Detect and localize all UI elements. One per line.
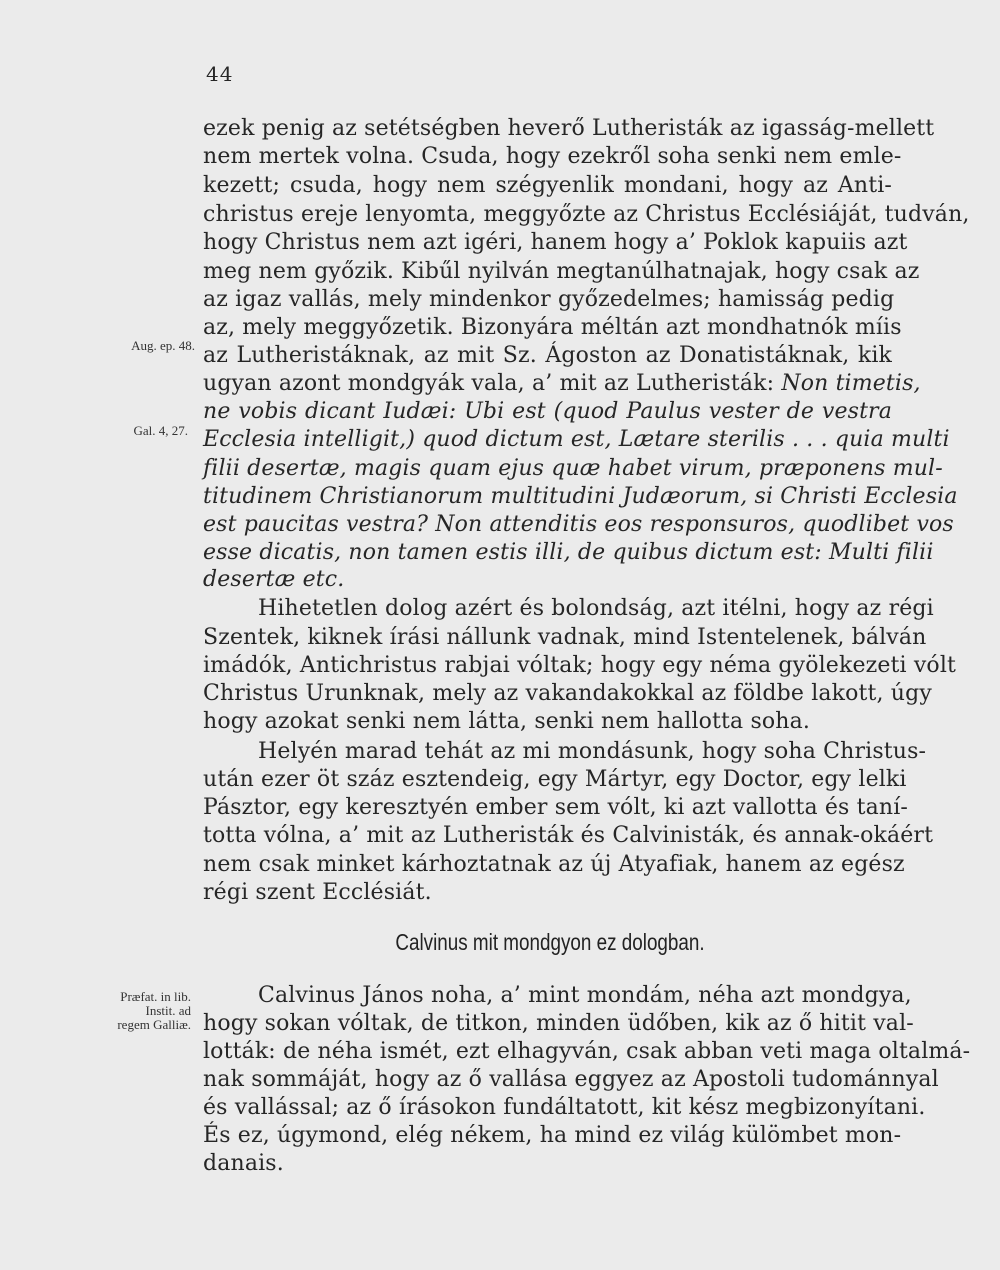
line-italic-part: Non timetis, [781, 371, 921, 396]
text-line: és vallással; az ő írásokon fundáltatott, kit kész megbizonyítani. [203, 1095, 926, 1120]
text-line: imádók, Antichristus rabjai vóltak; hogy egy néma gyölekezeti vólt [203, 653, 957, 678]
margin-note-line: Præfat. in lib. [120, 989, 191, 1004]
text-line: totta vólna, a’ mit az Lutheristák és Calvinisták, és annak-okáért [203, 823, 934, 848]
margin-note-gal: Gal. 4, 27. [133, 423, 188, 438]
text-line: esse dicatis, non tamen estis illi, de quibus dictum est: Multi filii [203, 540, 934, 565]
text-line: nem csak minket kárhoztatnak az új Atyafiak, hanem az egész [203, 852, 905, 877]
margin-note-line: Instit. ad [145, 1003, 191, 1018]
text-line: filii desertæ, magis quam ejus quæ habet virum, præponens mul- [203, 456, 943, 481]
text-line: Pásztor, egy keresztyén ember sem vólt, ki azt vallotta és taní- [203, 795, 908, 820]
text-line: christus ereje lenyomta, meggyőzte az Christus Ecclésiáját, tudván, [203, 202, 970, 227]
text-line: után ezer öt száz esztendeig, egy Mártyr, egy Doctor, egy lelki [203, 767, 907, 792]
margin-note-aug: Aug. ep. 48. [131, 338, 195, 353]
text-line: nak sommáját, hogy az ő vallása eggyez az Apostoli tudománnyal [203, 1067, 939, 1092]
text-line: hogy azokat senki nem látta, senki nem hallotta soha. [203, 709, 811, 734]
text-line: Helyén marad tehát az mi mondásunk, hogy soha Christus- [258, 739, 927, 764]
text-line: nem mertek volna. Csuda, hogy ezekről soha senki nem emle- [203, 144, 902, 169]
text-line [203, 370, 921, 398]
text-line: régi szent Ecclésiát. [203, 880, 432, 905]
margin-note-praefat [96, 990, 191, 1032]
text-line: lották: de néha ismét, ezt elhagyván, csak abban veti maga oltalmá- [203, 1039, 971, 1064]
text-line: ne vobis dicant Iudæi: Ubi est (quod Paulus vester de vestra [203, 399, 892, 424]
text-line: danais. [203, 1151, 284, 1176]
text-line: meg nem győzik. Kibűl nyilván megtanúlhatnajak, hogy csak az [203, 259, 920, 284]
text-line: Ecclesia intelligit,) quod dictum est, Lætare sterilis . . . quia multi [203, 427, 950, 452]
page-number: 44 [206, 62, 234, 86]
text-line: hogy Christus nem azt igéri, hanem hogy a’ Poklok kapuiis azt [203, 230, 908, 255]
text-line: titudinem Christianorum multitudini Judæorum, si Christi Ecclesia [203, 484, 958, 509]
text-line: est paucitas vestra? Non attenditis eos responsuros, quodlibet vos [203, 512, 954, 537]
text-line: az Lutheristáknak, az mit Sz. Ágoston az Donatistáknak, kik [203, 343, 892, 368]
text-line: az igaz vallás, mely mindenkor győzedelmes; hamisság pedig [203, 287, 895, 312]
text-line: Szentek, kiknek írási nállunk vadnak, mind Istentelenek, bálván [203, 625, 927, 650]
text-line: desertæ etc. [203, 567, 345, 592]
text-line: Hihetetlen dolog azért és bolondság, azt itélni, hogy az régi [258, 596, 934, 621]
text-line: hogy sokan vóltak, de titkon, minden üdőben, kik az ő hitit val- [203, 1011, 914, 1036]
section-heading: Calvinus mit mondgyon ez dologban. [395, 929, 705, 955]
text-line: És ez, úgymond, elég nékem, ha mind ez világ külömbet mon- [203, 1123, 902, 1148]
text-line: ezek penig az setétségben heverő Lutheristák az igasság-mellett [203, 116, 935, 141]
text-line: az, mely meggyőzetik. Bizonyára méltán azt mondhatnók míis [203, 315, 902, 340]
text-line: Christus Urunknak, mely az vakandakokkal az földbe lakott, úgy [203, 681, 932, 706]
margin-note-line: regem Galliæ. [117, 1017, 191, 1032]
text-line: kezett; csuda, hogy nem szégyenlik mondani, hogy az Anti- [203, 173, 892, 198]
text-line: Calvinus János noha, a’ mint mondám, néha azt mondgya, [258, 983, 912, 1008]
line-roman-part: ugyan azont mondgyák vala, a’ mit az Lutheristák: [203, 371, 775, 396]
